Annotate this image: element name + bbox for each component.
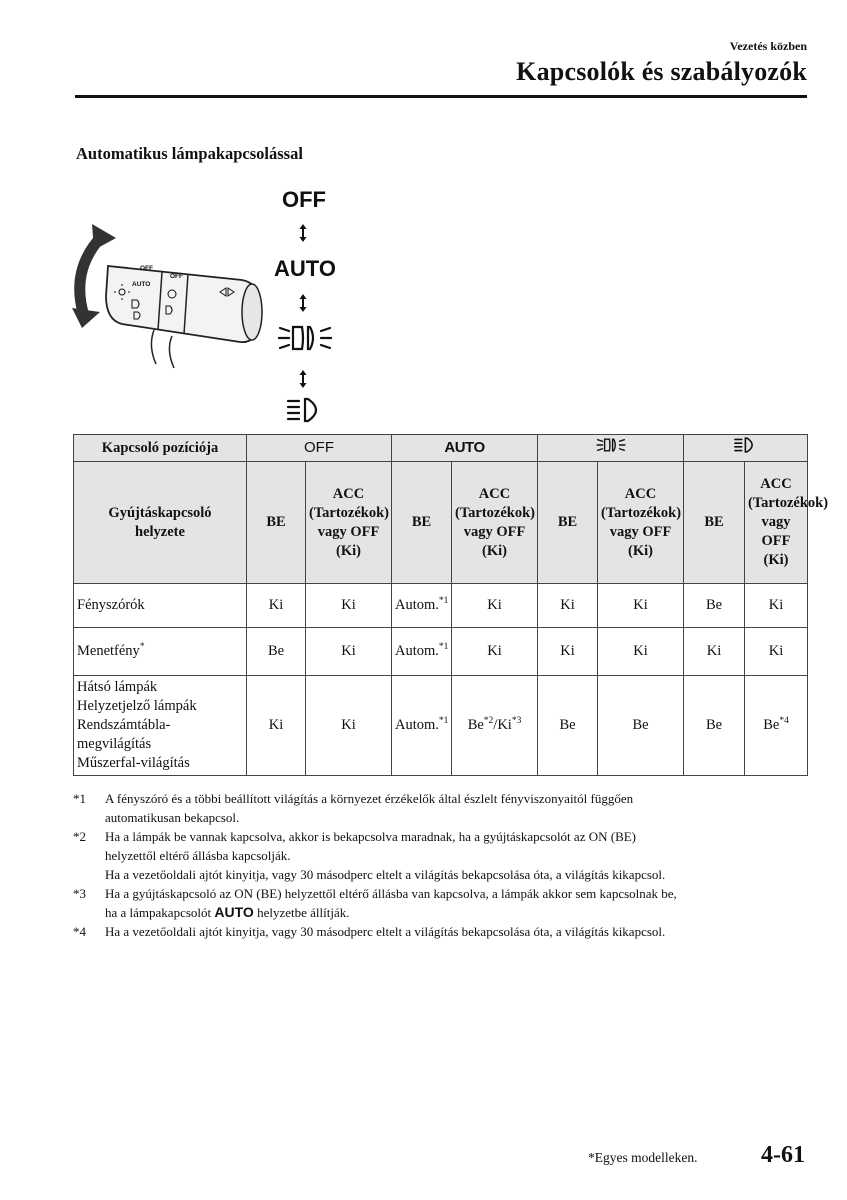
ignition-cell: BE — [684, 462, 745, 584]
table-cell: Ki — [247, 584, 306, 628]
table-cell: Be — [247, 628, 306, 676]
table-cell: Be$^{*4}$ — [745, 676, 808, 776]
footer-note: *Egyes modelleken. — [588, 1150, 698, 1165]
footnote: *3 Ha a gyújtáskapcsoló az ON (BE) helyzettől eltérő állásba van kapcsolva, a lámpák akkor sem kapcsolnak be, ha a lámpakapcsolót AUTO helyzetbe állítják. — [73, 886, 677, 920]
footnote: *1 A fényszóró és a többi beállított világítás a környezet érzékelők által észlelt fényviszonyaitól függően automatikusan bekapcsol. — [73, 791, 634, 825]
ignition-cell: BE — [538, 462, 598, 584]
ignition-row — [74, 462, 808, 584]
table-cell: Ki — [306, 584, 392, 628]
auto-symbol: AUTO — [214, 904, 254, 920]
table-cell: Ki — [452, 628, 538, 676]
table-row — [74, 676, 808, 776]
footnote: *2 Ha a lámpák be vannak kapcsolva, akkor is bekapcsolva maradnak, ha a gyújtáskapcsolót az ON (BE) helyzettől eltérő állásba kapcsolják. Ha a vezetőoldali ajtót kinyitja, vagy 30 másodperc eltelt a világítás bekapcsolása óta, a világítás kikapcsol. — [73, 829, 666, 882]
table-cell: Ki — [745, 628, 808, 676]
position-off-label: OFF — [282, 187, 326, 212]
table-cell: Ki — [598, 628, 684, 676]
col-header-off: OFF — [247, 435, 392, 462]
double-arrow-icon — [298, 293, 308, 313]
stalk-label-off-2: OFF — [170, 273, 183, 280]
table-cell: Ki — [306, 676, 392, 776]
ignition-cell: ACC (Tartozékok) vagy OFF (Ki) — [306, 462, 392, 584]
stalk-label-auto: AUTO — [132, 281, 151, 288]
corner-label: Kapcsoló pozíciója — [74, 435, 247, 462]
footnotes — [73, 789, 813, 941]
table-cell: Ki — [306, 628, 392, 676]
table-cell: Ki — [598, 584, 684, 628]
position-auto-label: AUTO — [274, 256, 336, 281]
footnote: *4 Ha a vezetőoldali ajtót kinyitja, vagy 30 másodperc eltelt a világítás bekapcsolása óta, a világítás kikapcsol. — [73, 924, 666, 939]
ignition-cell: ACC (Tartozékok) vagy OFF (Ki) — [745, 462, 808, 584]
ignition-cell: ACC (Tartozékok) vagy OFF (Ki) — [598, 462, 684, 584]
col-header-auto: AUTO — [392, 435, 538, 462]
row-label: Menetfény* — [74, 628, 247, 676]
table-cell: Autom.$^{*1}$ — [392, 584, 452, 628]
stalk-label-off: OFF — [140, 265, 153, 272]
table-row — [74, 584, 808, 628]
table-cell: Be$^{*2}$/Ki$^{*3}$ — [452, 676, 538, 776]
table-cell: Autom.$^{*1}$ — [392, 676, 452, 776]
table-cell: Autom.$^{*1}$ — [392, 628, 452, 676]
light-switch-stalk-illustration — [62, 222, 267, 372]
table-cell: Be — [598, 676, 684, 776]
ignition-cell: BE — [392, 462, 452, 584]
table-cell: Be — [538, 676, 598, 776]
table-cell: Be — [684, 676, 745, 776]
table-cell: Ki — [538, 628, 598, 676]
light-switch-table — [73, 434, 829, 776]
parking-light-icon — [278, 323, 332, 353]
page-title: Kapcsolók és szabályozók — [516, 57, 807, 86]
row-label: Hátsó lámpák Helyzetjelző lámpák Rendszámtábla-megvilágítás Műszerfal-világítás — [74, 676, 247, 776]
rotate-arrow-head-icon — [92, 224, 116, 250]
table-cell: Ki — [684, 628, 745, 676]
table-row — [74, 628, 808, 676]
table-cell: Ki — [745, 584, 808, 628]
ignition-cell: ACC (Tartozékok) vagy OFF (Ki) — [452, 462, 538, 584]
ignition-cell: BE — [247, 462, 306, 584]
table-cell: Ki — [538, 584, 598, 628]
table-cell: Be — [684, 584, 745, 628]
headlight-icon — [733, 437, 759, 453]
section-label: Vezetés közben — [729, 39, 807, 53]
double-arrow-icon — [298, 223, 308, 243]
col-header-parking — [538, 435, 684, 462]
header-divider — [75, 95, 807, 98]
headlight-low-beam-icon — [286, 397, 326, 423]
double-arrow-icon — [298, 369, 308, 389]
page-number: 4-61 — [761, 1142, 805, 1168]
col-header-headlight — [684, 435, 808, 462]
parking-light-icon — [593, 437, 629, 453]
row-label: Fényszórók — [74, 584, 247, 628]
ignition-label: Gyújtáskapcsoló helyzete — [74, 462, 247, 584]
table-cell: Ki — [452, 584, 538, 628]
table-header-row — [74, 435, 808, 462]
table-cell: Ki — [247, 676, 306, 776]
sub-heading: Automatikus lámpakapcsolással — [76, 144, 303, 163]
